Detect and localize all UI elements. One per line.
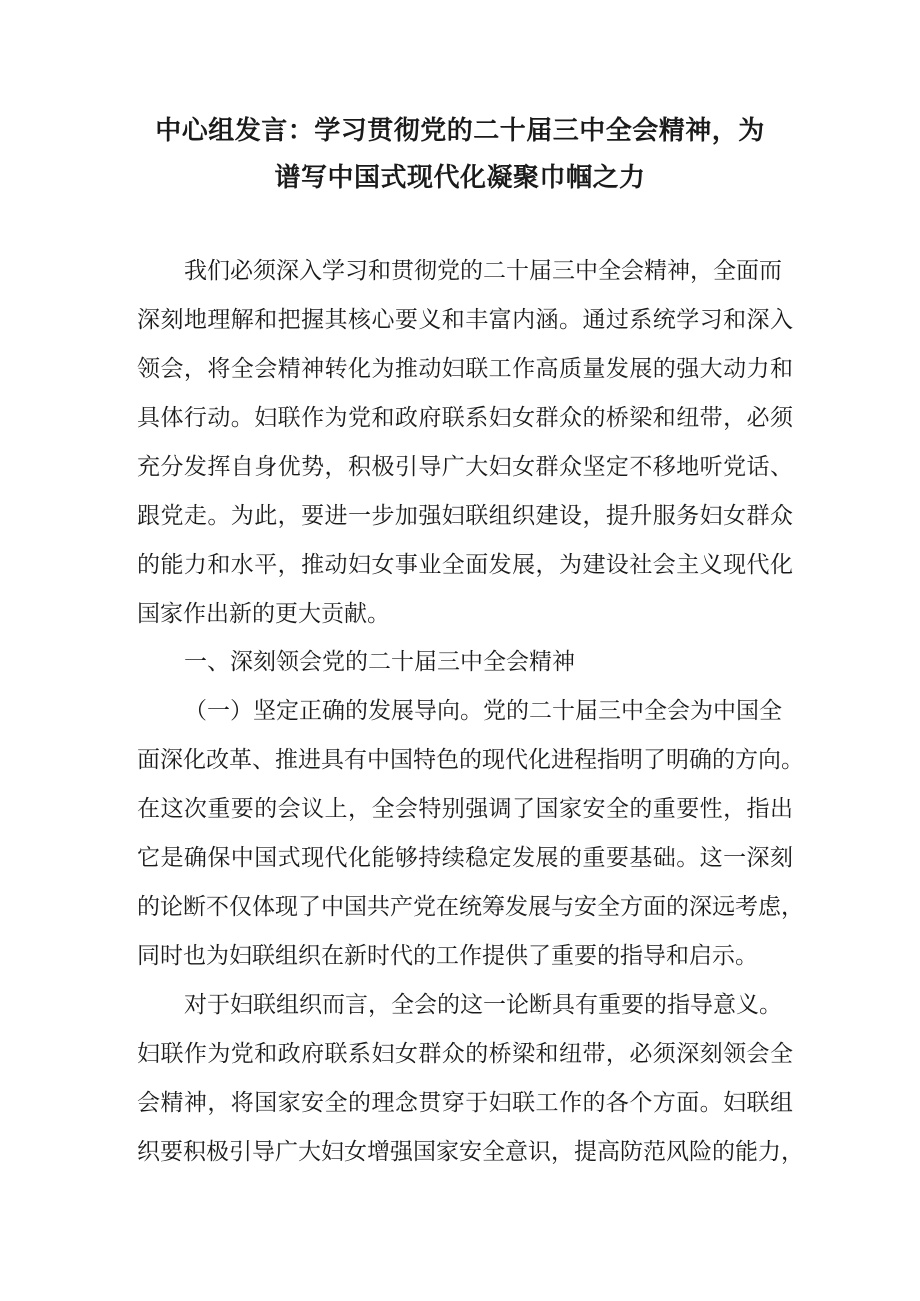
- paragraph-3-line-4: 织要积极引导广大妇女增强国家安全意识，提高防范风险的能力，: [137, 1139, 804, 1165]
- paragraph-1-line-6: 跟党走。为此，要进一步加强妇联组织建设，提升服务妇女群众: [137, 503, 793, 529]
- paragraph-1-line-7: 的能力和水平，推动妇女事业全面发展，为建设社会主义现代化: [137, 552, 793, 578]
- paragraph-3-line-1: 对于妇联组织而言，全会的这一论断具有重要的指导意义。: [184, 992, 782, 1018]
- paragraph-1-line-5: 充分发挥自身优势，积极引导广大妇女群众坚定不移地听党话、: [137, 454, 793, 480]
- paragraph-3-line-2: 妇联作为党和政府联系妇女群众的桥梁和纽带，必须深刻领会全: [137, 1041, 793, 1067]
- paragraph-2-line-3: 在这次重要的会议上，全会特别强调了国家安全的重要性，指出: [137, 796, 793, 822]
- paragraph-2-line-2: 面深化改革、推进具有中国特色的现代化进程指明了明确的方向。: [137, 747, 804, 773]
- paragraph-1-line-8: 国家作出新的更大贡献。: [137, 601, 390, 627]
- paragraph-1-line-3: 领会，将全会精神转化为推动妇联工作高质量发展的强大动力和: [137, 356, 793, 382]
- paragraph-1-line-2: 深刻地理解和把握其核心要义和丰富内涵。通过系统学习和深入: [137, 307, 793, 333]
- paragraph-2-line-6: 同时也为妇联组织在新时代的工作提供了重要的指导和启示。: [137, 943, 758, 969]
- paragraph-2-line-1: （一）坚定正确的发展导向。党的二十届三中全会为中国全: [184, 698, 782, 724]
- document-title-line-1: 中心组发言：学习贯彻党的二十届三中全会精神，为: [155, 116, 765, 146]
- paragraph-2-line-5: 的论断不仅体现了中国共产党在统筹发展与安全方面的深远考虑，: [137, 894, 804, 920]
- paragraph-2-line-4: 它是确保中国式现代化能够持续稳定发展的重要基础。这一深刻: [137, 845, 793, 871]
- section-heading-1: 一、深刻领会党的二十届三中全会精神: [184, 649, 575, 675]
- paragraph-1-line-4: 具体行动。妇联作为党和政府联系妇女群众的桥梁和纽带，必须: [137, 405, 793, 431]
- paragraph-1-line-1: 我们必须深入学习和贯彻党的二十届三中全会精神，全面而: [184, 258, 782, 284]
- paragraph-3-line-3: 会精神，将国家安全的理念贯穿于妇联工作的各个方面。妇联组: [137, 1090, 793, 1116]
- document-title-line-2: 谱写中国式现代化凝聚巾帼之力: [274, 163, 646, 193]
